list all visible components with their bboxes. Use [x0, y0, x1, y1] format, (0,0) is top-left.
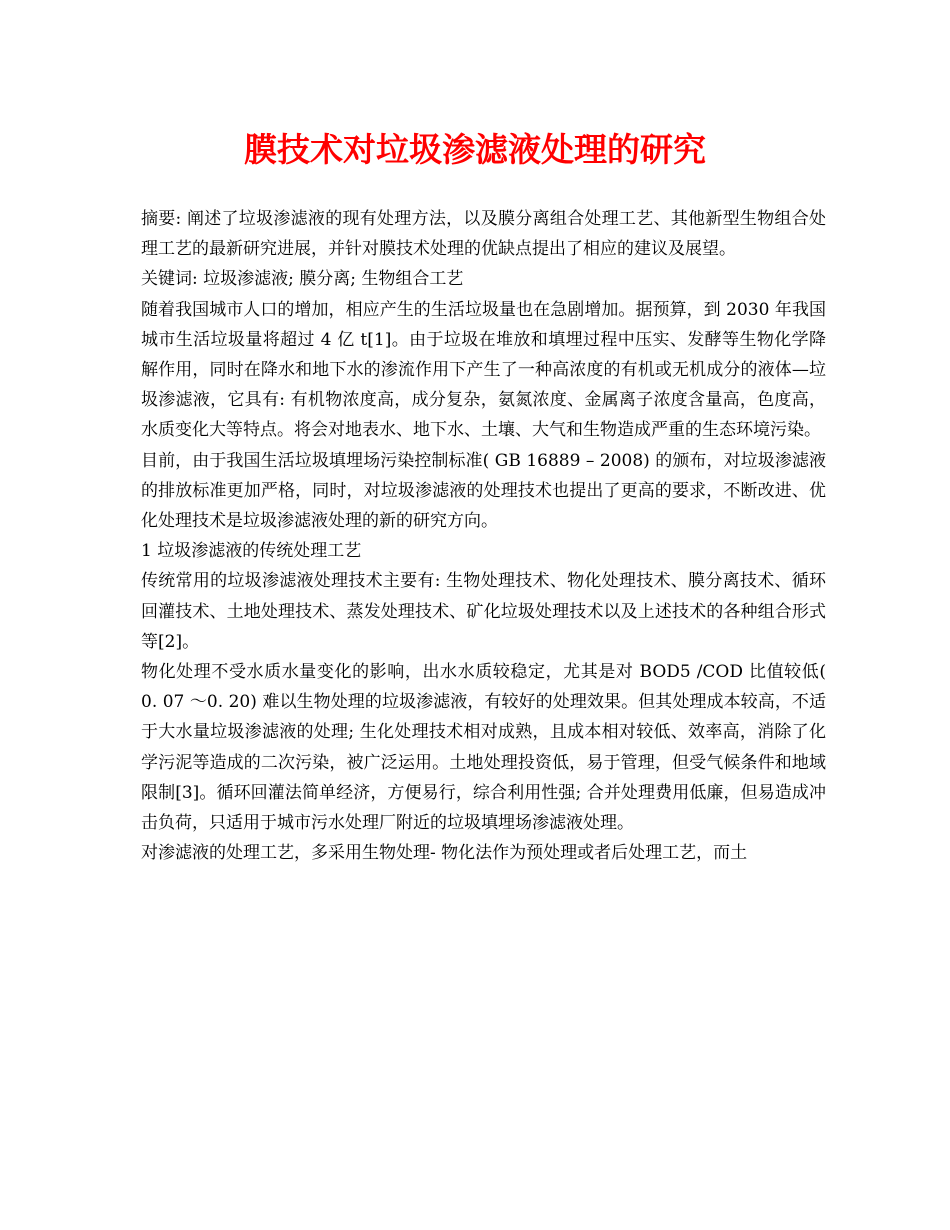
body-paragraph: 传统常用的垃圾渗滤液处理技术主要有: 生物处理技术、物化处理技术、膜分离技术、循环回灌技术、土地处理技术、蒸发处理技术、矿化垃圾处理技术以及上述技术的各种组合形式等[2]。: [141, 571, 826, 652]
body-paragraph: 随着我国城市人口的增加，相应产生的生活垃圾量也在急剧增加。据预算，到 2030 年我国城市生活垃圾量将超过 4 亿 t[1]。由于垃圾在堆放和填埋过程中压实、发酵等生物化学降解作用，同时在降水和地下水的渗流作用下产生了一种高浓度的有机或无机成分的液体—垃圾渗滤液，它具有: 有机物浓度高，成分复杂，氨氮浓度、金属离子浓度含量高，色度高，水质变化大等特点。将会对地表水、地下水、土壤、大气和生物造成严重的生态环境污染。: [141, 299, 826, 441]
body-paragraph: 目前，由于我国生活垃圾填埋场污染控制标准( GB 16889 – 2008) 的颁布，对垃圾渗滤液的排放标准更加严格，同时，对垃圾渗滤液的处理技术也提出了更高的要求，不断改进、优化处理技术是垃圾渗滤液处理的新的研究方向。: [141, 450, 826, 532]
body-paragraph: 对渗滤液的处理工艺，多采用生物处理- 物化法作为预处理或者后处理工艺，而土: [141, 843, 748, 864]
section-heading: 1 垃圾渗滤液的传统处理工艺: [141, 541, 362, 562]
body-paragraph: 物化处理不受水质水量变化的影响，出水水质较稳定，尤其是对 BOD5 /COD 比值较低( 0. 07 ～0. 20) 难以生物处理的垃圾渗滤液，有较好的处理效果。但其处理成本较高，不适于大水量垃圾渗滤液的处理; 生化处理技术相对成熟，且成本相对较低、效率高，消除了化学污泥等造成的二次污染，被广泛运用。土地处理投资低，易于管理，但受气候条件和地域限制[3]。循环回灌法简单经济，方便易行，综合利用性强; 合并处理费用低廉，但易造成冲击负荷，只适用于城市污水处理厂附近的垃圾填埋场渗滤液处理。: [141, 662, 826, 834]
keywords-paragraph: 关键词: 垃圾渗滤液; 膜分离; 生物组合工艺: [141, 269, 464, 290]
document-title: 膜技术对垃圾渗滤液处理的研究: [244, 130, 706, 169]
document-body: [141, 204, 826, 868]
abstract-paragraph: 摘要: 阐述了垃圾渗滤液的现有处理方法，以及膜分离组合处理工艺、其他新型生物组合处理工艺的最新研究进展，并针对膜技术处理的优缺点提出了相应的建议及展望。: [141, 209, 826, 260]
